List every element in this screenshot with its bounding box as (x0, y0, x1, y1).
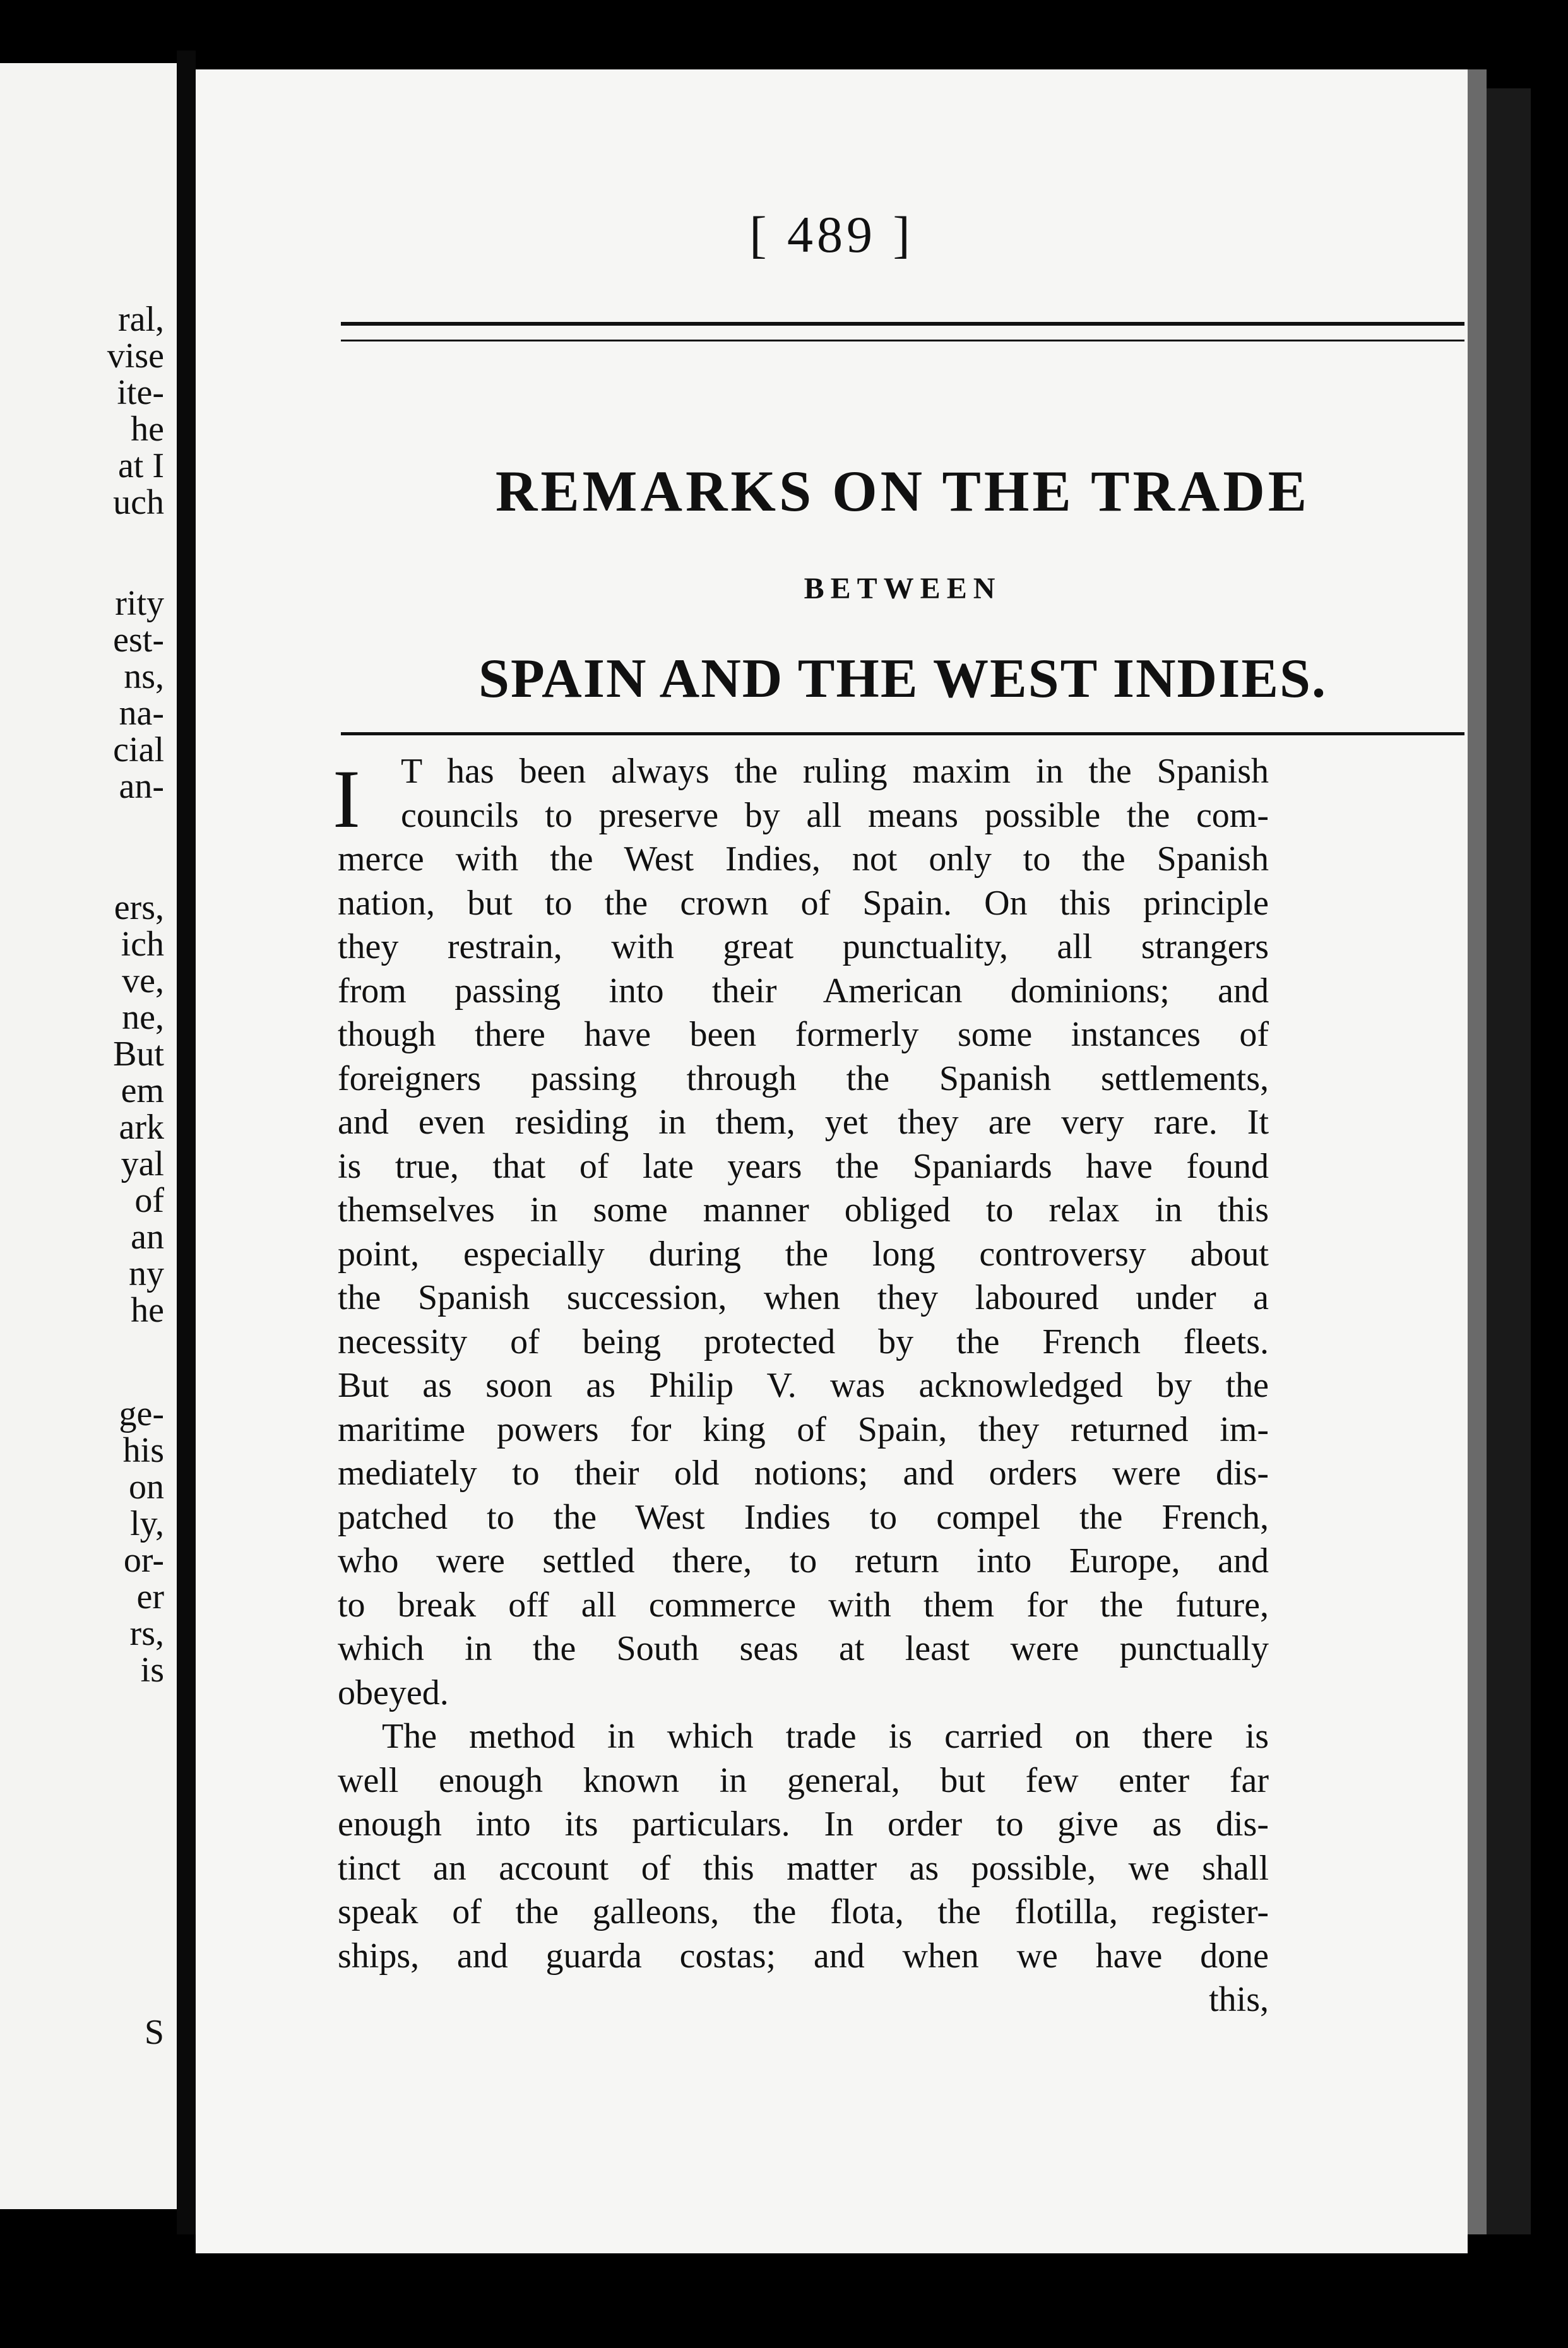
title-rule (341, 732, 1464, 735)
left-page-text: an- (119, 767, 164, 806)
text-line: they restrain, with great punctuality, all strangers (338, 927, 1269, 966)
left-page-text: ral, (117, 300, 164, 339)
left-page-text: an (131, 1218, 164, 1257)
page-number: [ 489 ] (749, 206, 914, 263)
text-line: The method in which trade is carried on there is (382, 1717, 1269, 1756)
paragraph-1 (333, 750, 1269, 1715)
text-line: nation, but to the crown of Spain. On this principle (338, 883, 1269, 923)
text-line: councils to preserve by all means possible the com- (401, 795, 1269, 835)
left-page-signature-mark: S (144, 2013, 164, 2052)
left-page-text: ark (119, 1108, 164, 1147)
text-line: point, especially during the long controversy about (338, 1234, 1269, 1274)
left-page-text: est- (113, 620, 164, 660)
left-page-text: But (113, 1035, 164, 1074)
left-page-text: ers, (114, 888, 164, 927)
left-page-text: ge- (119, 1394, 164, 1433)
text-line: But as soon as Philip V. was acknowledged by the (338, 1366, 1269, 1405)
left-page-text: vise (107, 336, 164, 376)
left-page-text: he (131, 410, 164, 449)
book-spine-shadow (1487, 88, 1531, 2234)
text-line: obeyed. (338, 1673, 449, 1712)
left-page-text: ich (121, 925, 164, 964)
text-line: well enough known in general, but few enter far (338, 1760, 1269, 1800)
text-line: foreigners passing through the Spanish settlements, (338, 1058, 1269, 1098)
paragraph-2 (338, 1715, 1269, 2022)
left-page-text: his (122, 1431, 164, 1470)
text-line: though there have been formerly some instances of (338, 1015, 1269, 1054)
catchword: this, (1209, 1980, 1269, 2019)
text-line: maritime powers for king of Spain, they returned im- (338, 1409, 1269, 1449)
left-page-text: ve, (122, 961, 164, 1000)
article-title: REMARKS ON THE TRADE (495, 459, 1310, 523)
text-line: to break off all commerce with them for the future, (338, 1585, 1269, 1625)
left-page-text: or- (123, 1541, 164, 1580)
text-line: mediately to their old notions; and orders were dis- (338, 1454, 1269, 1493)
left-page-text: ly, (130, 1504, 164, 1543)
left-page-text: ny (129, 1254, 164, 1293)
left-page-text: is (140, 1651, 164, 1690)
gutter-shadow (177, 50, 196, 2234)
text-line: themselves in some manner obliged to relax in this (338, 1190, 1269, 1230)
left-page-text: er (136, 1577, 164, 1616)
header-rule-thick (341, 322, 1464, 326)
left-page-text: ns, (124, 657, 164, 696)
article-body (333, 750, 1269, 2022)
left-page-text: at I (117, 446, 164, 485)
left-page-text: uch (113, 483, 164, 522)
left-page-text: na- (119, 694, 164, 733)
text-line: which in the South seas at least were punctually (338, 1629, 1269, 1668)
left-page-text: on (129, 1468, 164, 1507)
left-page-text: cial (113, 730, 164, 769)
drop-cap: I (333, 752, 360, 845)
article-subtitle: SPAIN AND THE WEST INDIES. (478, 648, 1327, 709)
left-page-text: ne, (122, 998, 164, 1037)
text-line: from passing into their American dominions; and (338, 971, 1269, 1011)
left-page-text: he (131, 1291, 164, 1330)
left-page-text: em (121, 1071, 164, 1110)
header-rule-thin (341, 340, 1464, 341)
text-line: is true, that of late years the Spaniards have found (338, 1146, 1269, 1186)
text-line: patched to the West Indies to compel the French, (338, 1497, 1269, 1537)
left-page-text: rity (115, 584, 164, 623)
text-line: the Spanish succession, when they laboured under a (338, 1278, 1269, 1317)
left-page-fragment (0, 63, 177, 2209)
text-line: necessity of being protected by the French fleets. (338, 1322, 1269, 1361)
article-between: BETWEEN (804, 572, 1002, 605)
text-line: and even residing in them, yet they are very rare. It (338, 1103, 1269, 1142)
text-line: who were settled there, to return into Europe, and (338, 1541, 1269, 1580)
text-line: speak of the galleons, the flota, the flotilla, register- (338, 1892, 1269, 1931)
left-page-text: ite- (117, 373, 164, 412)
text-line: T has been always the ruling maxim in the Spanish (401, 752, 1269, 791)
text-line: ships, and guarda costas; and when we have done (338, 1936, 1269, 1976)
left-page-text: of (134, 1181, 164, 1220)
text-line: tinct an account of this matter as possible, we shall (338, 1848, 1269, 1888)
left-page-text: yal (121, 1144, 164, 1183)
left-page-text: rs, (129, 1614, 164, 1653)
page-edge (1468, 69, 1487, 2234)
text-line: merce with the West Indies, not only to the Spanish (338, 839, 1269, 879)
text-line: enough into its particulars. In order to give as dis- (338, 1805, 1269, 1844)
